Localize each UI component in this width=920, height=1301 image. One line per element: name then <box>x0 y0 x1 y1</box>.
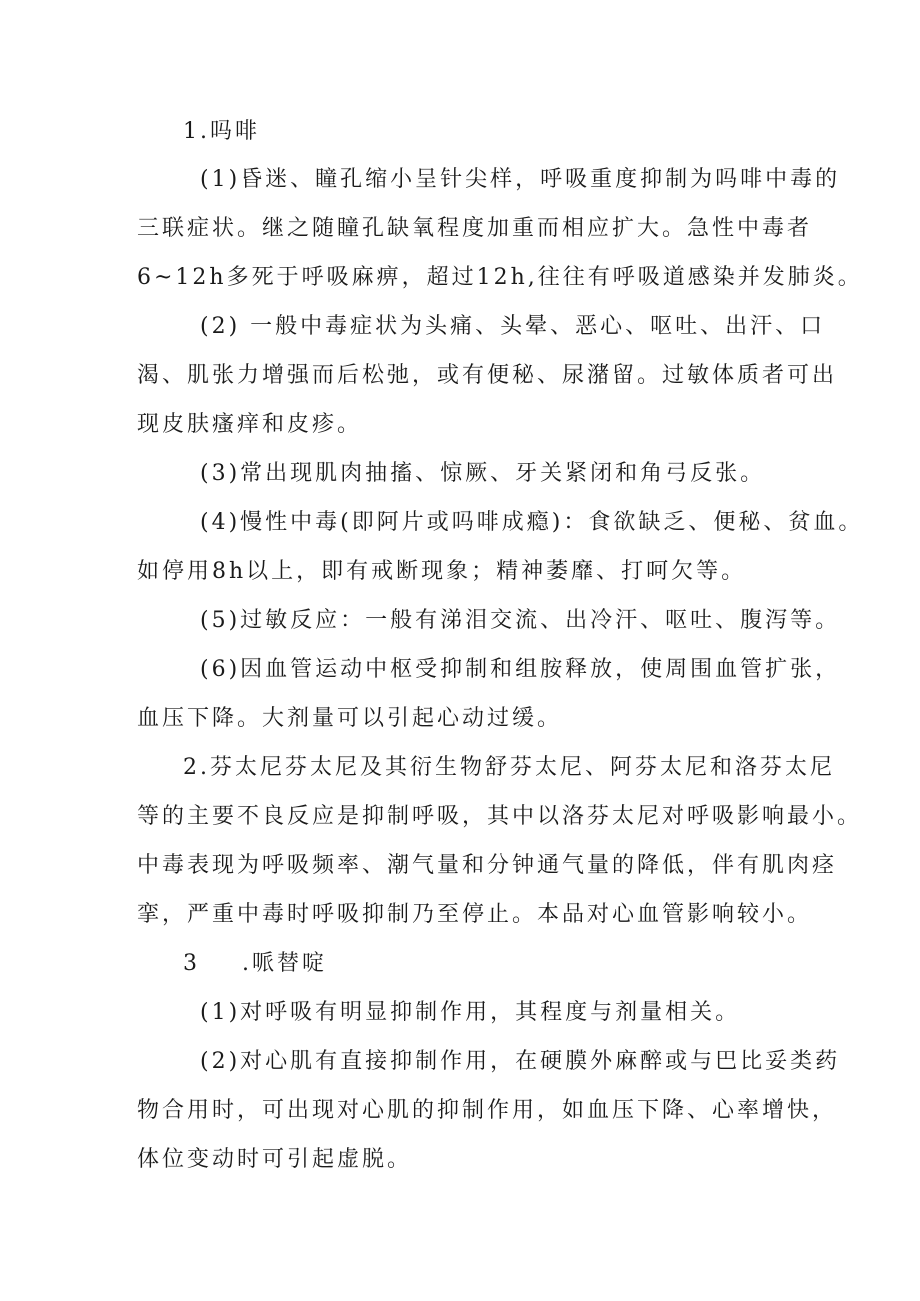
paragraph-line: 三联症状。继之随瞳孔缺氧程度加重而相应扩大。急性中毒者 <box>137 216 813 241</box>
paragraph-line: (4)慢性中毒(即阿片或吗啡成瘾)：食欲缺乏、便秘、贫血。 <box>200 510 864 535</box>
paragraph-line: 渴、肌张力增强而后松弛，或有便秘、尿潴留。过敏体质者可出 <box>137 363 838 388</box>
paragraph-line: 中毒表现为呼吸频率、潮气量和分钟通气量的降低，伴有肌肉痉 <box>137 853 838 878</box>
paragraph-line: 挛，严重中毒时呼吸抑制乃至停止。本品对心血管影响较小。 <box>137 902 813 927</box>
section-title: .哌替啶 <box>242 951 327 976</box>
paragraph-line: 等的主要不良反应是抑制呼吸，其中以洛芬太尼对呼吸影响最小。 <box>137 804 863 829</box>
paragraph-line: 现皮肤瘙痒和皮疹。 <box>137 412 363 437</box>
paragraph-line: 物合用时，可出现对心肌的抑制作用，如血压下降、心率增快， <box>137 1098 838 1123</box>
paragraph-line: (1)昏迷、瞳孔缩小呈针尖样，呼吸重度抑制为吗啡中毒的 <box>200 167 841 192</box>
paragraph-line: (5)过敏反应：一般有涕泪交流、出冷汗、呕吐、腹泻等。 <box>200 608 841 633</box>
paragraph-line: (2) 一般中毒症状为头痛、头晕、恶心、呕吐、出汗、口 <box>200 314 826 339</box>
paragraph-line: (6)因血管运动中枢受抑制和组胺释放，使周围血管扩张， <box>200 657 841 682</box>
section-number: 3 <box>183 951 200 976</box>
paragraph-line: 6~12h多死于呼吸麻痹，超过12h,往往有呼吸道感染并发肺炎。 <box>137 265 863 290</box>
section-heading-fentanyl: 2.芬太尼芬太尼及其衍生物舒芬太尼、阿芬太尼和洛芬太尼 <box>183 755 835 780</box>
paragraph-line: 血压下降。大剂量可以引起心动过缓。 <box>137 706 563 731</box>
paragraph-line: (1)对呼吸有明显抑制作用，其程度与剂量相关。 <box>200 1000 741 1025</box>
section-heading-morphine: 1.吗啡 <box>183 119 260 144</box>
paragraph-line: (3)常出现肌肉抽搐、惊厥、牙关紧闭和角弓反张。 <box>200 461 766 486</box>
paragraph-line: (2)对心肌有直接抑制作用，在硬膜外麻醉或与巴比妥类药 <box>200 1049 841 1074</box>
paragraph-line: 如停用8h以上，即有戒断现象；精神萎靡、打呵欠等。 <box>137 559 747 584</box>
section-heading-pethidine <box>183 949 327 979</box>
paragraph-line: 体位变动时可引起虚脱。 <box>137 1147 413 1172</box>
